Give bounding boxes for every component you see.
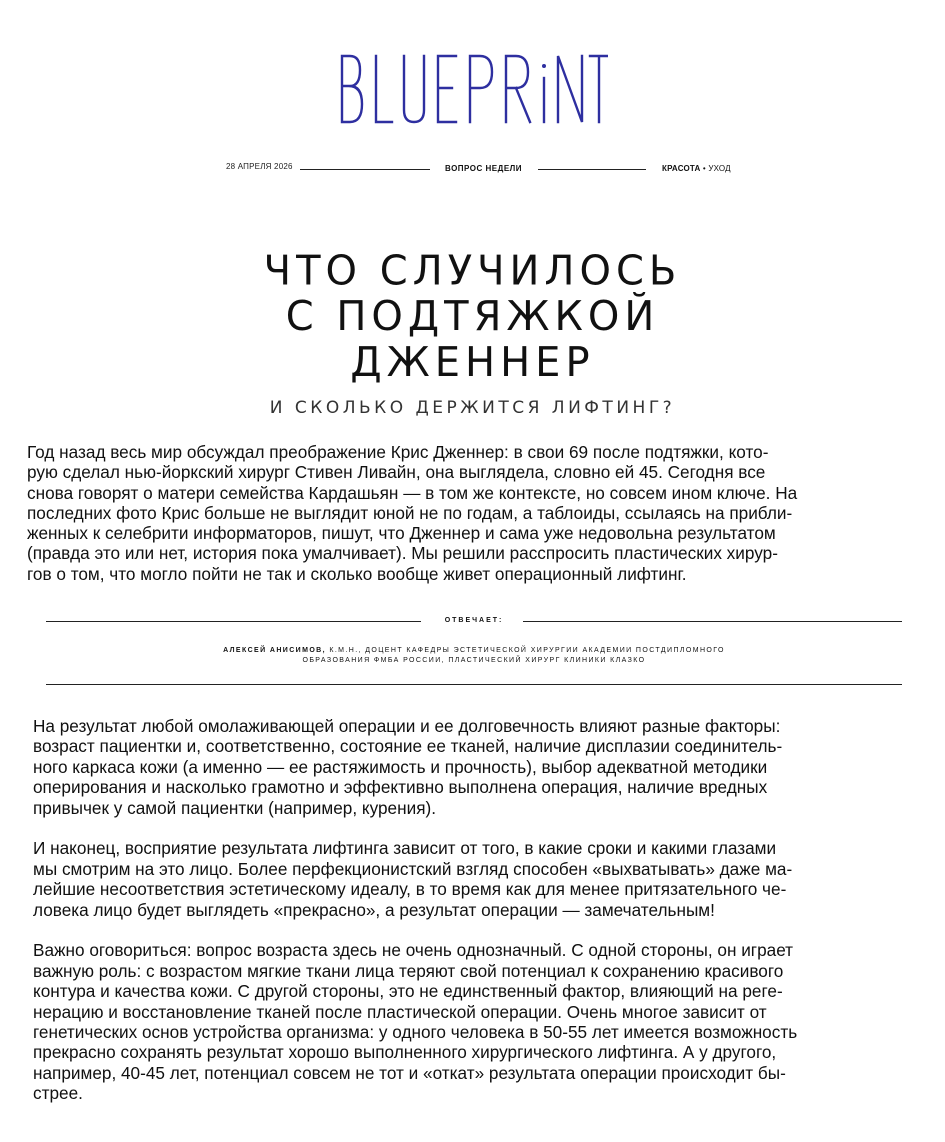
article-title [0, 249, 945, 387]
article-lead [27, 442, 932, 584]
body-line: контура и качества кожи. С другой стороны, это не единственный фактор, влияющий на реге- [33, 981, 783, 1002]
lead-line: (правда это или нет, история пока умалчивает). Мы решили расспросить пластических хирур- [27, 543, 778, 564]
article-body [33, 716, 938, 1124]
lead-line: последних фото Крис больше не выглядит юной не по годам, а таблоиды, ссылаясь на прибли- [27, 502, 793, 523]
article-subtitle: И СКОЛЬКО ДЕРЖИТСЯ ЛИФТИНГ? [269, 398, 676, 418]
tag-care[interactable]: УХОД [708, 164, 731, 173]
body-paragraph [33, 940, 938, 1103]
meta-divider [300, 169, 430, 170]
body-line: привычек у самой пациентки (например, курения). [33, 797, 437, 818]
lead-line: рую сделал нью-йоркский хирург Стивен Ливайн, она выглядела, словно ей 45. Сегодня все [27, 462, 766, 483]
expert-block [46, 614, 902, 686]
body-line: мы смотрим на это лицо. Более перфекционистский взгляд способен «выхватывать» даже ма- [33, 858, 793, 879]
body-paragraph [33, 716, 938, 818]
category-tags [662, 164, 731, 173]
divider-line [523, 621, 902, 622]
body-line: ловека лицо будет выглядеть «прекрасно», а результат операции — замечательным! [33, 899, 715, 920]
lead-line: гов о том, что могло пойти не так и сколько вообще живет операционный лифтинг. [27, 563, 687, 584]
body-line: прекрасно сохранять результат хорошо выполненного хирургического лифтинга. А у другого, [33, 1042, 777, 1063]
article-meta [226, 162, 736, 176]
title-line: ДЖЕННЕР [350, 339, 595, 387]
expert-title-line: К.М.Н., ДОЦЕНТ КАФЕДРЫ ЭСТЕТИЧЕСКОЙ ХИРУРГИИ АКАДЕМИИ ПОСТДИПЛОМНОГО [329, 647, 725, 654]
expert-name: АЛЕКСЕЙ АНИСИМОВ, [223, 647, 326, 654]
expert-title-line: ОБРАЗОВАНИЯ ФМБА РОССИИ, ПЛАСТИЧЕСКИЙ ХИРУРГ КЛИНИКИ КЛАЗКО [302, 657, 646, 664]
body-line: Важно оговориться: вопрос возраста здесь не очень однозначный. С одной стороны, он играет [33, 940, 794, 961]
body-line: оперирования и насколько грамотно и эффективно выполнена операция, наличие вредных [33, 777, 768, 798]
lead-line: женных к селебрити информаторов, пишут, что Дженнер и сама уже недовольна результатом [27, 523, 776, 544]
body-line: важную роль: с возрастом мягкие ткани лица теряют свой потенциал к сохранению красивого [33, 960, 784, 981]
body-line: например, 40-45 лет, потенциал совсем не тот и «откат» результата операции происходит бы- [33, 1062, 786, 1083]
body-line: возраст пациентки и, соответственно, состояние ее тканей, наличие дисплазии соединитель- [33, 736, 783, 757]
body-line: генетических основ устройства организма: у одного человека в 50-55 лет имеется возможность [33, 1022, 798, 1043]
body-line: нерацию и восстановление тканей после пластической операции. Очень многое зависит от [33, 1001, 767, 1022]
body-line: стрее. [33, 1083, 83, 1104]
body-line: лейшие несоответствия эстетическому идеалу, в то время как для менее притязательного че- [33, 879, 787, 900]
lead-line: Год назад весь мир обсуждал преображение Крис Дженнер: в свои 69 после подтяжки, кото- [27, 442, 769, 462]
tag-separator: • [700, 164, 709, 173]
blueprint-logo-icon [338, 52, 608, 127]
brand-logo[interactable] [0, 52, 945, 132]
expert-credit [46, 646, 902, 666]
body-line: ного каркаса кожи (а именно — ее растяжимость и прочность), выбор адекватной методики [33, 756, 768, 777]
body-line: И наконец, восприятие результата лифтинга зависит от того, в какие сроки и какими глазами [33, 838, 777, 859]
tag-beauty[interactable]: КРАСОТА [662, 164, 701, 173]
meta-divider [538, 169, 646, 170]
body-paragraph [33, 838, 938, 920]
body-line: На результат любой омолаживающей операции и ее долговечность влияют разные факторы: [33, 716, 781, 736]
section-link[interactable]: ВОПРОС НЕДЕЛИ [445, 164, 523, 173]
title-line: ЧТО СЛУЧИЛОСЬ [263, 247, 682, 295]
title-line: С ПОДТЯЖКОЙ [285, 293, 660, 341]
answer-label: ОТВЕЧАЕТ: [444, 617, 504, 624]
publish-date: 28 АПРЕЛЯ 2026 [226, 162, 293, 171]
divider-line [46, 684, 902, 685]
lead-line: снова говорят о матери семейства Кардашьян — в том же контексте, но совсем ином ключе. На [27, 482, 798, 503]
